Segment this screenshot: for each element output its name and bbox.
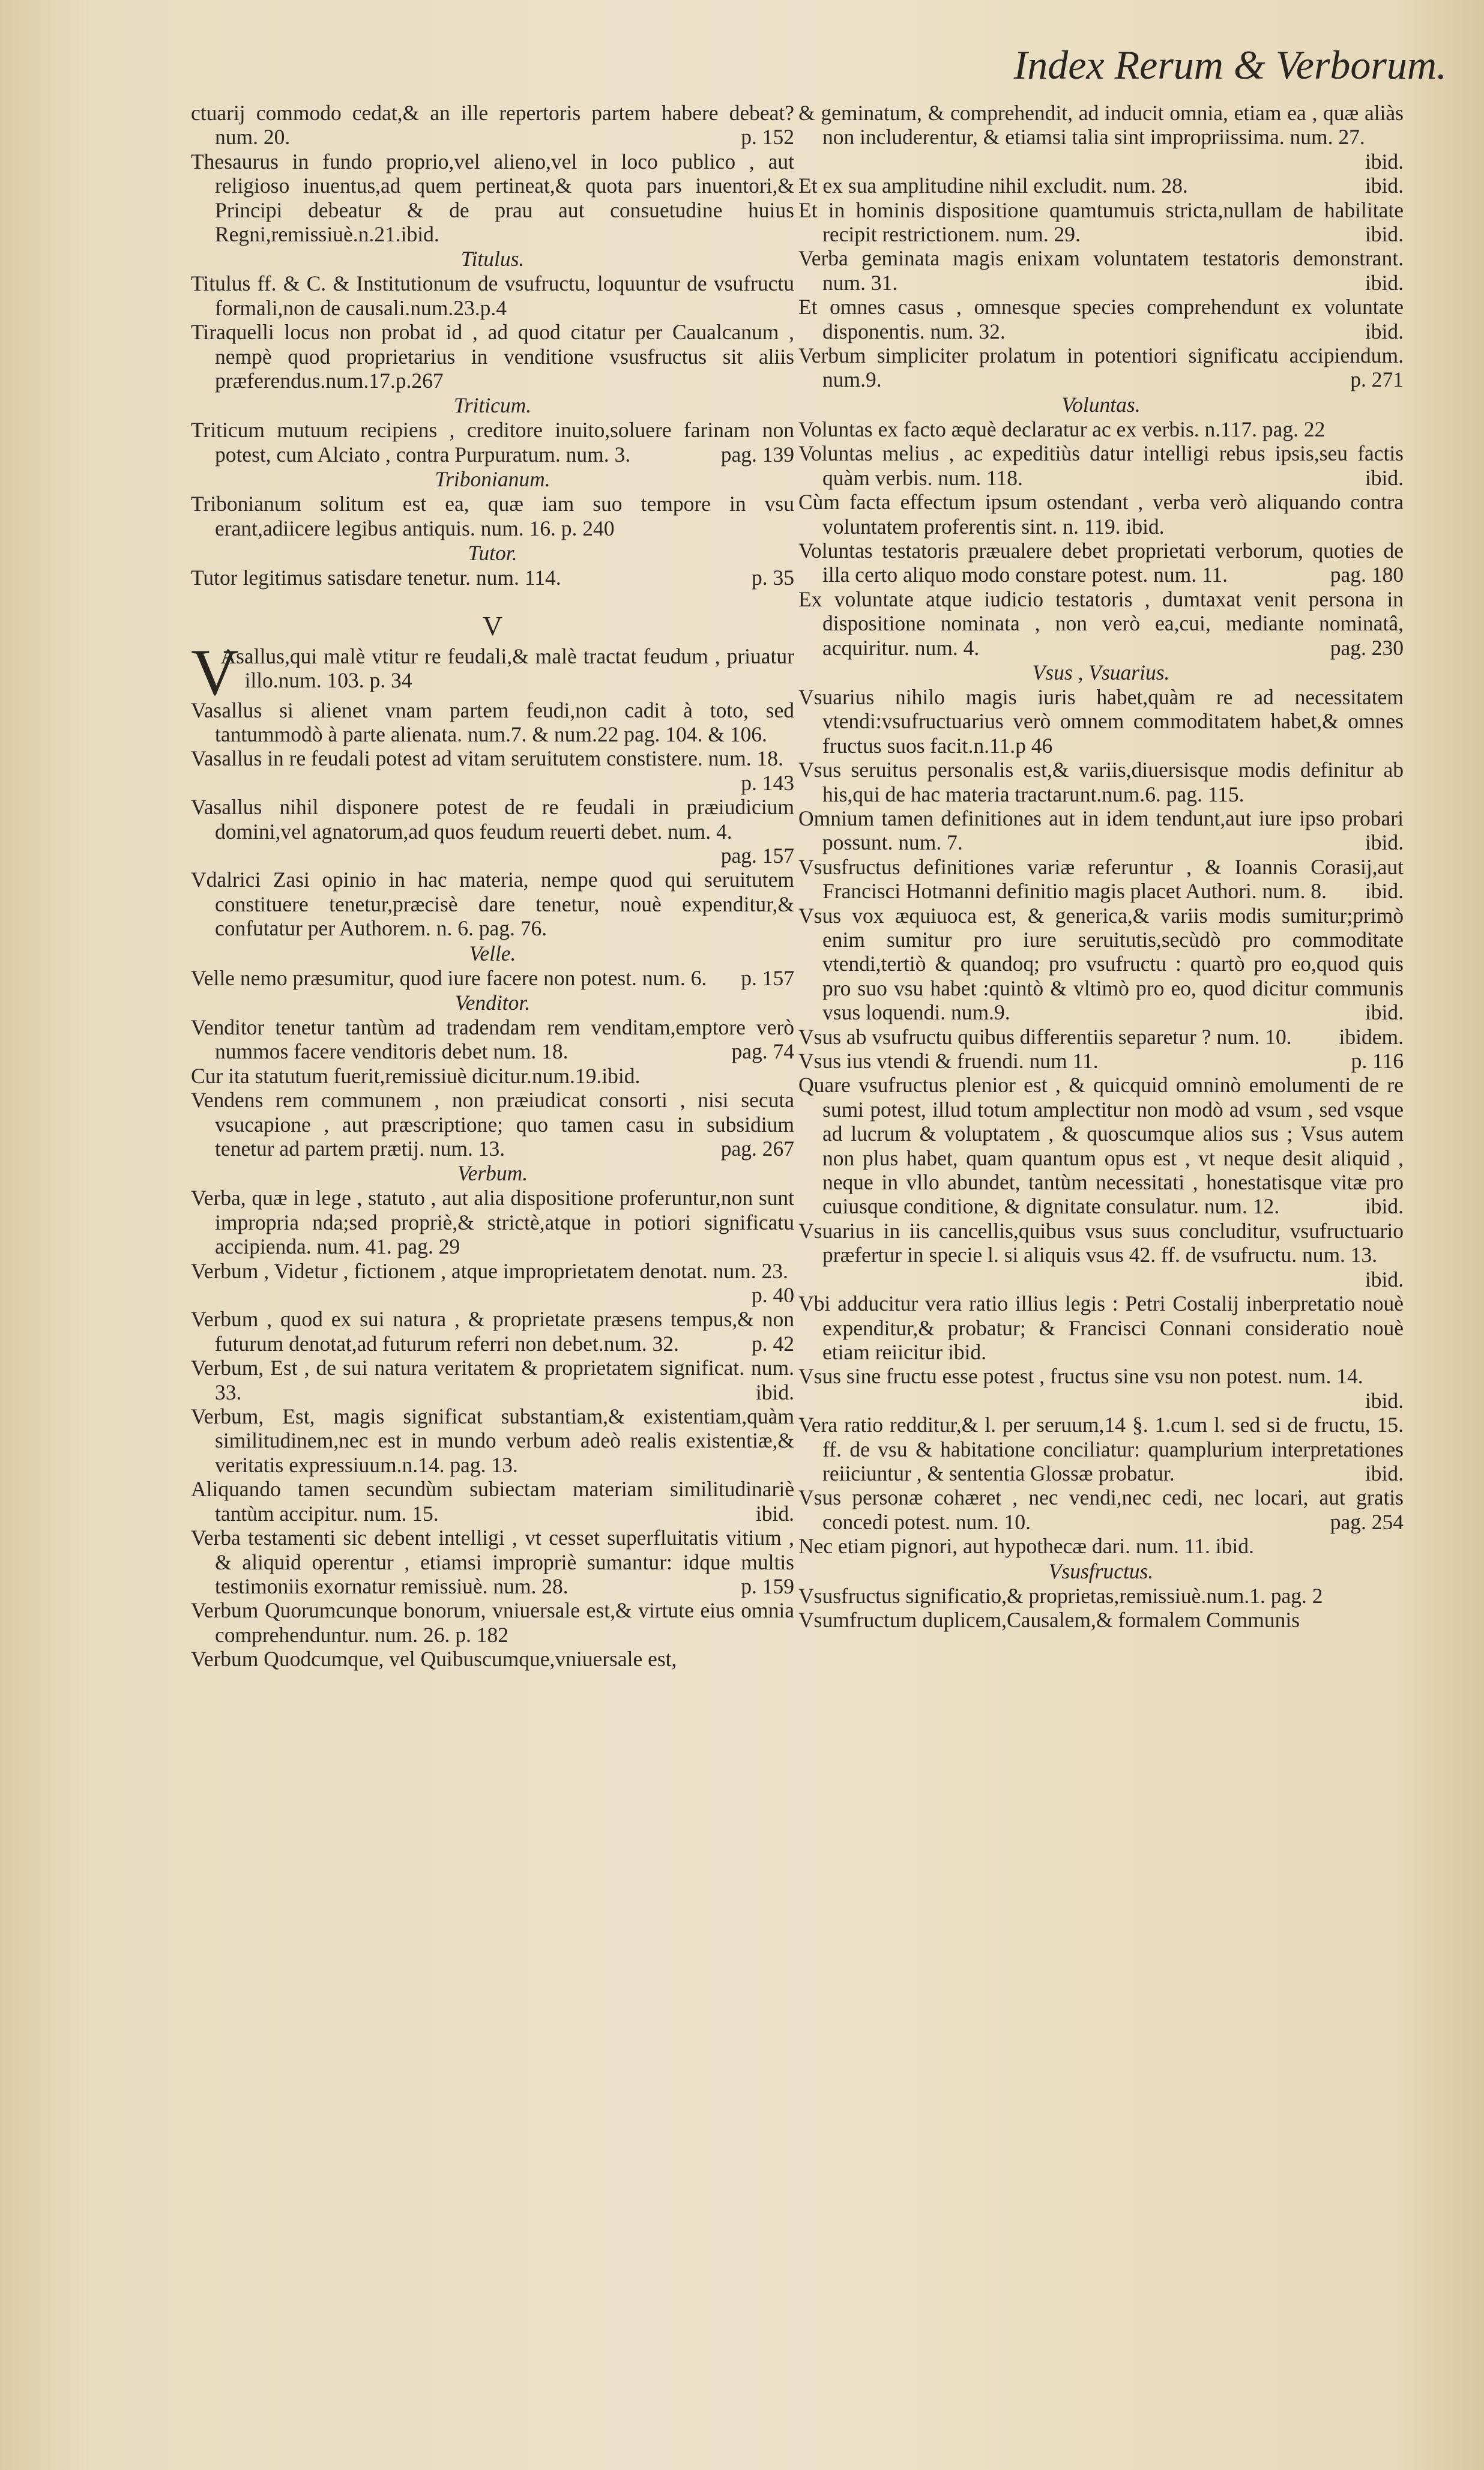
index-entry [798, 1364, 1404, 1413]
index-entry [798, 1534, 1404, 1558]
entry-page-ref: ibid. [1365, 222, 1404, 247]
entry-text: Quare vsufructus plenior est , & quicquid omninò emolumenti de re sumi potest, illud totum amplectitur non modò ad vsum , sed vsque ad lucrum & voluptatem , & quoscumque alios sus ; Vsus autem non plus habet, quam quantum opus est , vt neque desit aliquid , neque in vllo abundet, tantùm necessitati , honestatisque vitæ pro cuiusque conditione, & dignitate consulatur. num. 12. [798, 1073, 1404, 1219]
entry-page-ref: ibid. [1365, 1194, 1404, 1219]
entry-text: Verbum , Videtur , fictionem , atque improprietatem denotat. num. 23. [191, 1258, 788, 1283]
index-entry [191, 1526, 794, 1598]
index-entry [798, 1291, 1404, 1364]
entry-text: Verbum , quod ex sui natura , & proprietate præsens tempus,& non futurum denotat,ad futurum referri non debet.num. 32. [191, 1307, 794, 1356]
entry-page-ref: ibid. [1365, 1461, 1404, 1485]
entry-text: Verbum Quodcumque, vel Quibuscumque,vniuersale est, [191, 1647, 677, 1671]
entry-page-ref: ibidem. [1339, 1024, 1404, 1049]
entry-page-ref: ibid. [1365, 149, 1404, 174]
entry-text: Verba geminata magis enixam voluntatem testatoris demonstrant. num. 31. [798, 246, 1404, 295]
entry-text: Vsus sine fructu esse potest , fructus sine vsu non potest. num. 14. [798, 1364, 1363, 1389]
entry-page-ref: ibid. [755, 1380, 794, 1404]
index-entry [191, 966, 794, 990]
entry-text: Vsus vox æquiuoca est, & generica,& variis modis sumitur;primò enim sumitur pro iure seruitutis,secùdò pro commoditate vtendi,tertiò & quandoq; pro vsufructu : quartò pro eo,quod quis pro suo vsu habet :quintò & vltimò pro eo, quod dicitur communis vsus loquendi. num.9. [798, 903, 1404, 1025]
entry-text: Omnium tamen definitiones aut in idem tendunt,aut iure ipso probari possunt. num. 7. [798, 806, 1404, 855]
entry-text: ctuarij commodo cedat,& an ille repertoris partem habere debeat? num. 20. [191, 101, 794, 149]
entry-text: Vendens rem communem , non præiudicat consorti , nisi secuta vsucapione , aut præscriptione; quo tamen casu in subsidium tenetur ad partem prætij. num. 13. [191, 1088, 794, 1161]
entry-page-ref: pag. 230 [1330, 635, 1404, 660]
entry-page-ref: ibid. [1365, 1388, 1404, 1413]
index-column-left [191, 101, 794, 1671]
index-entry [798, 587, 1404, 660]
index-entry [191, 1647, 794, 1671]
entry-page-ref: ibid. [1365, 319, 1404, 343]
entry-page-ref: p. 157 [741, 965, 794, 990]
index-entry [798, 441, 1404, 490]
entry-text: Cùm facta effectum ipsum ostendant , verba verò aliquando contra voluntatem proferentis sint. n. 119. ibid. [798, 490, 1404, 539]
index-entry [191, 1356, 794, 1404]
index-entry [191, 101, 794, 149]
index-entry [798, 1413, 1404, 1485]
entry-text: Velle nemo præsumitur, quod iure facere non potest. num. 6. [191, 965, 707, 990]
index-entry [191, 635, 794, 709]
index-heading: Tribonianum. [435, 467, 550, 492]
index-entry [798, 904, 1404, 1025]
entry-page-ref: pag. 180 [1330, 563, 1404, 587]
index-entry [798, 417, 1404, 441]
entry-page-ref: ibid. [1365, 174, 1404, 198]
entry-text: Tiraquelli locus non probat id , ad quod citatur per Caualcanum , nempè quod proprietarius in venditione vsusfructus sit aliis præferendus.num.17.p.267 [191, 320, 794, 393]
entry-text: Vsumfructum duplicem,Causalem,& formalem Communis [798, 1607, 1300, 1632]
entry-text: & geminatum, & comprehendit, ad inducit omnia, etiam ea , quæ aliàs non includerentur, & etiamsi talia sint impropriissima. num. 27. [798, 101, 1404, 149]
index-entry [191, 566, 794, 590]
entry-text: Vsus seruitus personalis est,& variis,diuersisque modis definitur ab his,qui de hac materia tractarunt.num.6. pag. 115. [798, 758, 1404, 806]
entry-page-ref: ibid. [1365, 465, 1404, 490]
entry-text: Titulus ff. & C. & Institutionum de vsufructu, loquuntur de vsufructu formali,non de causali.num.23.p.4 [191, 271, 794, 320]
entry-text: Vsus personæ cohæret , nec vendi,nec cedi, nec locari, aut gratis concedi potest. num. 10. [798, 1485, 1404, 1534]
index-entry [191, 1015, 794, 1064]
index-entry [191, 1259, 794, 1308]
entry-page-ref: pag. 267 [720, 1137, 794, 1161]
entry-page-ref: p. 159 [741, 1574, 794, 1598]
entry-text: Tribonianum solitum est ea, quæ iam suo tempore in vsu erant,adiicere legibus antiquis. num. 16. p. 240 [191, 492, 794, 540]
index-heading: Titulus. [460, 247, 525, 271]
entry-text: Cur ita statutum fuerit,remissiuè dicitur.num.19.ibid. [191, 1063, 641, 1088]
entry-text: Venditor tenetur tantùm ad tradendam rem venditam,emptore verò nummos facere venditoris debet num. 18. [191, 1015, 794, 1064]
index-entry [191, 271, 794, 320]
entry-text: Vdalrici Zasi opinio in hac materia, nempe quod qui seruitutem constituere tenetur,præcisè dare tenetur, nouè expenditur,& confutatur per Authorem. n. 6. pag. 76. [191, 868, 794, 941]
entry-text: Vsuarius nihilo magis iuris habet,quàm re ad necessitatem vtendi:vsufructuarius verò omnem commoditatem habet,& omnes fructus suos facit.n.11.p 46 [798, 684, 1404, 758]
drop-cap: V [191, 635, 239, 709]
index-entry [798, 101, 1404, 174]
index-entry [798, 758, 1404, 806]
entry-page-ref: pag. 74 [731, 1039, 794, 1064]
index-entry [191, 320, 794, 393]
index-entry [191, 1186, 794, 1258]
entry-text: Et omnes casus , omnesque species comprehendunt ex voluntate disponentis. num. 32. [798, 295, 1404, 343]
index-entry [798, 174, 1404, 198]
index-entry [798, 1584, 1404, 1608]
index-entry [798, 295, 1404, 343]
entry-text: Verba, quæ in lege , statuto , aut alia dispositione proferuntur,non sunt impropria nda;sed propriè,& strictè,atque in potiori significatu accipienda. num. 41. pag. 29 [191, 1186, 794, 1259]
index-heading: Vsusfructus. [1048, 1559, 1154, 1583]
index-entry [191, 418, 794, 467]
entry-text: Verba testamenti sic debent intelligi , vt cesset superfluitatis vitium , & aliquid operentur , etiamsi impropriè sumantur: idque multis testimoniis exornatur remissiuè. num. 28. [191, 1526, 794, 1598]
index-entry [191, 868, 794, 940]
index-heading: Verbum. [457, 1161, 528, 1186]
index-heading: Venditor. [454, 990, 531, 1015]
entry-page-ref: p. 40 [752, 1283, 794, 1308]
entry-page-ref: p. 143 [741, 770, 794, 795]
index-entry [798, 1608, 1404, 1632]
index-heading: Velle. [469, 941, 516, 965]
index-entry [798, 1485, 1404, 1534]
entry-text: Voluntas testatoris præualere debet proprietati verborum, quoties de illa certo aliquo modo constare potest. num. 11. [798, 538, 1404, 587]
entry-text: Verbum Quorumcunque bonorum, vniuersale est,& virtute eius omnia comprehenduntur. num. 26. p. 182 [191, 1598, 794, 1647]
entry-page-ref: p. 116 [1351, 1049, 1404, 1073]
index-entry [191, 1088, 794, 1161]
index-column-right [798, 101, 1404, 1632]
entry-text: Et in hominis dispositione quamtumuis stricta,nullam de habilitate recipit restrictionem. num. 29. [798, 198, 1404, 247]
index-heading: Triticum. [453, 393, 532, 418]
index-entry [191, 1064, 794, 1088]
index-entry [798, 1025, 1404, 1049]
index-entry [191, 795, 794, 868]
index-entry [798, 539, 1404, 587]
entry-text: Voluntas ex facto æquè declaratur ac ex verbis. n.117. pag. 22 [798, 417, 1326, 441]
entry-text: Voluntas melius , ac expeditiùs datur intelligi rebus ipsis,seu factis quàm verbis. num. 118. [798, 441, 1404, 490]
index-entry [798, 198, 1404, 247]
index-entry [798, 343, 1404, 392]
entry-text: Vsusfructus significatio,& proprietas,remissiuè.num.1. pag. 2 [798, 1583, 1323, 1608]
index-entry [191, 698, 794, 747]
entry-page-ref: ibid. [1365, 879, 1404, 904]
entry-page-ref: p. 42 [752, 1331, 794, 1356]
index-entry [798, 1219, 1404, 1291]
entry-text: Vsus ius vtendi & fruendi. num 11. [798, 1049, 1099, 1073]
index-entry [191, 149, 794, 247]
index-entry [798, 1073, 1404, 1218]
index-entry [798, 806, 1404, 855]
entry-text: Nec etiam pignori, aut hypothecæ dari. num. 11. ibid. [798, 1534, 1254, 1559]
index-entry [798, 246, 1404, 295]
entry-text: Vasallus in re feudali potest ad vitam seruitutem constistere. num. 18. [191, 746, 783, 771]
entry-page-ref: ibid. [1365, 1267, 1404, 1291]
index-entry [798, 855, 1404, 904]
entry-text: Vera ratio redditur,& l. per seruum,14 §. 1.cum l. sed si de fructu, 15. ff. de vsu & habitatione conciliatur: quamplurium interpretationes reiiciuntur , & sententia Glossæ probatur. [798, 1413, 1404, 1485]
entry-page-ref: ibid. [1365, 270, 1404, 295]
entry-text: Aliquando tamen secundùm subiectam materiam similitudinariè tantùm accipitur. num. 15. [191, 1477, 794, 1526]
index-entry [798, 1049, 1404, 1073]
entry-page-ref: pag. 254 [1330, 1509, 1404, 1534]
index-entry [798, 490, 1404, 539]
index-entry [191, 1477, 794, 1526]
entry-text: Vsus ab vsufructu quibus differentiis separetur ? num. 10. [798, 1024, 1292, 1049]
index-entry [191, 1598, 794, 1647]
entry-page-ref: ibid. [755, 1501, 794, 1526]
entry-text: Vsuarius in iis cancellis,quibus vsus suus concluditur, vsufructuario præfertur in specie l. si aliquis vsus 42. ff. de vsufructu. num. 13. [798, 1218, 1404, 1267]
entry-page-ref: ibid. [1365, 830, 1404, 855]
entry-text: Verbum, Est, magis significat substantiam,& existentiam,quàm similitudinem,nec est in mundo verbum adeò realis existentiæ,& veritatis expressiuum.n.14. pag. 13. [191, 1404, 794, 1477]
entry-text: Asallus,qui malè vtitur re feudali,& malè tractat feudum , priuatur illo.num. 103. p. 34 [220, 644, 794, 692]
index-heading: Vsus , Vsuarius. [1032, 660, 1170, 684]
index-heading: Voluntas. [1061, 392, 1141, 417]
index-heading: Tutor. [468, 541, 517, 566]
entry-page-ref: p. 35 [752, 566, 794, 590]
entry-text: Thesaurus in fundo proprio,vel alieno,vel in loco publico , aut religioso inuentus,ad quem pertineat,& quota pars inuentori,& Principi debeatur & de prau aut consuetudine huius Regni,remissiuè.n.21.ibid. [191, 149, 794, 247]
entry-text: Et ex sua amplitudine nihil excludit. num. 28. [798, 174, 1188, 198]
entry-text: Vasallus si alienet vnam partem feudi,non cadit à toto, sed tantummodò à parte alienata. num.7. & num.22 pag. 104. & 106. [191, 698, 794, 746]
section-letter: V [482, 610, 503, 641]
entry-page-ref: p. 152 [741, 125, 794, 149]
entry-page-ref: p. 271 [1350, 367, 1404, 392]
entry-text: Verbum simpliciter prolatum in potentiori significatu accipiendum. num.9. [798, 343, 1404, 392]
running-header: Index Rerum & Verborum. [1013, 42, 1447, 88]
entry-page-ref: ibid. [1365, 1000, 1404, 1025]
index-entry [191, 1307, 794, 1356]
index-entry [191, 492, 794, 540]
index-entry [191, 1404, 794, 1477]
entry-text: Verbum, Est , de sui natura veritatem & proprietatem significat. num. 33. [191, 1356, 794, 1404]
index-entry [798, 685, 1404, 758]
entry-text: Tutor legitimus satisdare tenetur. num. 114. [191, 566, 561, 590]
entry-text: Vsusfructus definitiones variæ referuntur , & Ioannis Corasij,aut Francisci Hotmanni definitio magis placet Authori. num. 8. [798, 854, 1404, 904]
entry-text: Vasallus nihil disponere potest de re feudali in præiudicium domini,vel agnatorum,ad quos feudum reuerti debet. num. 4. [191, 795, 794, 844]
entry-text: Triticum mutuum recipiens , creditore inuito,soluere farinam non potest, cum Alciato , contra Purpuratum. num. 3. [191, 418, 794, 467]
entry-page-ref: pag. 139 [720, 442, 794, 467]
entry-text: Ex voluntate atque iudicio testatoris , dumtaxat venit persona in dispositione nominata , non verò ea,cui, mediante nominatâ, acquiritur. num. 4. [798, 587, 1404, 660]
entry-page-ref: pag. 157 [720, 843, 794, 868]
entry-text: Vbi adducitur vera ratio illius legis : Petri Costalij inberpretatio nouè expenditur,& probatur; & Francisci Connani consideratio nouè etiam reiicitur ibid. [798, 1291, 1404, 1364]
index-entry [191, 746, 794, 795]
